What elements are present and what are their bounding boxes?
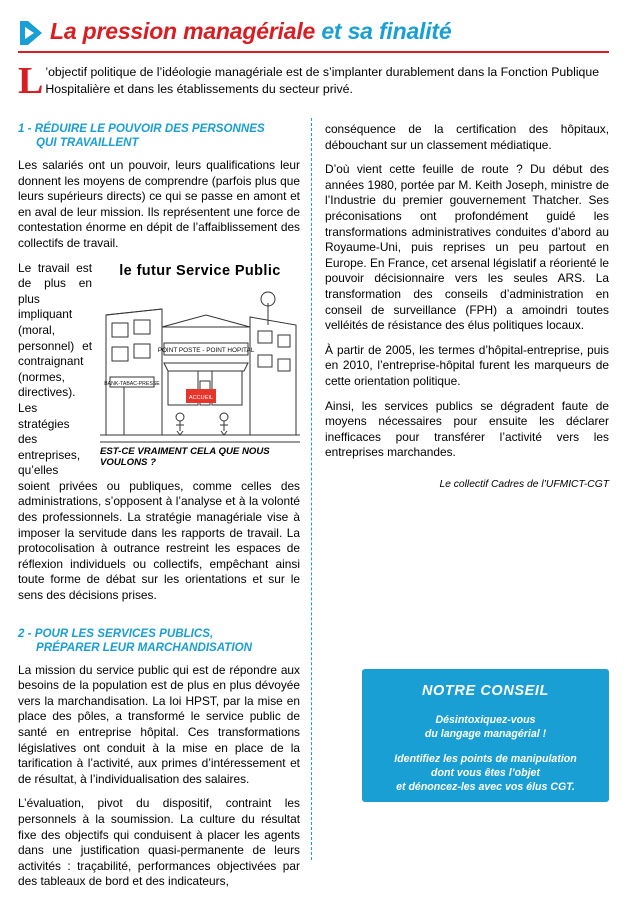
section-2-title-line1: 2 - POUR LES SERVICES PUBLICS, [18, 626, 214, 640]
header-divider [18, 51, 609, 53]
shop-sign-text: POINT POSTE - POINT HOPITAL [157, 346, 255, 354]
svg-text:ACCUEIL: ACCUEIL [188, 394, 214, 401]
page-title-accent: et sa finalité [321, 18, 452, 44]
section-2-title [18, 627, 300, 655]
illustration-caption-top: le futur Service Public [119, 262, 281, 279]
section-2-paragraph-2: L’évaluation, pivot du dispositif, contraint les personnels à la soumission. La culture du résultat fixe des objectifs qui conduisent à placer les agents dans une justification quasi-permanente de leurs activités : traçabilité, performances objectivées par des tableaux de bord et des indicateurs, [18, 796, 300, 889]
intro-block [18, 60, 609, 102]
notre-conseil-advice-2a: Identifiez les points de manipulation [394, 753, 577, 765]
notre-conseil-advice-1 [362, 713, 609, 741]
column-separator [311, 118, 312, 860]
section-1-paragraph-1: Les salariés ont un pouvoir, leurs qualifications leur donnent les moyens de comprendre (parfois plus que leurs supérieurs directs) ce qui se passe en amont et en aval de leur mission. Ils représentent une force de contestation énorme en dépit de l’affaiblissement des collectifs de travail. [18, 158, 300, 250]
street-shop-drawing [100, 285, 300, 447]
chevron-right-icon [18, 20, 44, 46]
section-2-paragraph-1: La mission du service public qui est de répondre aux besoins de la population est de plus en plus dévoyée vers la marchandisation. La loi HPST, par la mise en place des pôles, a transformé le service public de santé en entreprise hôpital. Ces transformations législatives ont conduit à la mise en place de la tarification à l’activité, aux primes d’intéressement et de résultat, à l’individualisation des salaires. [18, 662, 300, 786]
section-1-title [18, 122, 300, 150]
illustration [100, 263, 300, 468]
illustration-caption-bottom: EST-CE VRAIMENT CELA QUE NOUS VOULONS ? [100, 445, 270, 468]
notre-conseil-title: NOTRE CONSEIL [421, 683, 550, 699]
right-paragraph-2: D’où vient cette feuille de route ? Du début des années 1980, portée par M. Keith Joseph, ministre de l’Industrie du premier gouvernement Thatcher. Ses préconisations ont profondément guidé les transformations administratives conduites d’abord au Royaume-Uni, puis reprises un peu partout en Europe. En France, cet arsenal législatif a réorienté le pouvoir décisionnaire vers les seules ARS. La transformation des conseils d’administration en conseil de surveillance (FPH) a amoindri toutes velléités de résistance des élus politiques locaux. [325, 162, 609, 333]
right-column [325, 122, 609, 490]
intro-dropcap: L [18, 60, 44, 102]
side-sign-text: BANK-TABAC-PRESSE [104, 380, 160, 387]
page-header [18, 18, 609, 58]
notre-conseil-advice-2b: dont vous êtes l’objet [431, 767, 540, 779]
right-paragraph-1: conséquence de la certification des hôpitaux, débouchant sur un classement médiatique. [325, 122, 609, 152]
left-column [18, 122, 300, 899]
signature: Le collectif Cadres de l’UFMICT-CGT [439, 478, 609, 490]
notre-conseil-advice-1a: Désintoxiquez-vous [435, 714, 536, 726]
notre-conseil-advice-2 [362, 752, 609, 794]
notre-conseil-box [362, 669, 609, 802]
section-1-title-line1: 1 - RÉDUIRE LE POUVOIR DES PERSONNES [18, 122, 265, 135]
section-1-title-line2: QUI TRAVAILLENT [36, 136, 139, 149]
section-1-paragraph-2: Le travail est de plus en plus impliquant (moral, personnel) et contraignant (normes, directives). Les stratégies des entreprises, qu’elles soient privées ou publiques, comme celles des administrations, s’opposent à l’analyse et à la volonté des professionnels. La stratégie managériale vise à imposer la servitude dans les rapports de travail. La protocolisation à outrance restreint les espaces de réflexion individuels ou collectifs, empêchant ainsi toute forme de débat sur les orientations et sur le sens des décisions prises. [18, 260, 300, 603]
intro-text: ’objectif politique de l’idéologie managériale est de s’implanter durablement dans la Fonction Publique Hospitalière et dans les établissements du secteur privé. [45, 65, 600, 96]
right-paragraph-4: Ainsi, les services publics se dégradent faute de moyens nécessaires pour ensuite les déclarer inefficaces pour transférer l’activité vers les entreprises marchandes. [325, 398, 609, 460]
right-paragraph-3: À partir de 2005, les termes d’hôpital-entreprise, puis en 2010, l’entreprise-hôpital furent les marqueurs de cette orientation politique. [325, 342, 609, 388]
notre-conseil-advice-2c: et dénoncez-les avec vos élus CGT. [396, 781, 575, 793]
page-title-main: La pression managériale [50, 18, 316, 44]
notre-conseil-advice-1b: du langage managérial ! [424, 728, 547, 740]
page-title [50, 18, 451, 45]
section-2-title-line2: PRÉPARER LEUR MARCHANDISATION [36, 640, 252, 654]
